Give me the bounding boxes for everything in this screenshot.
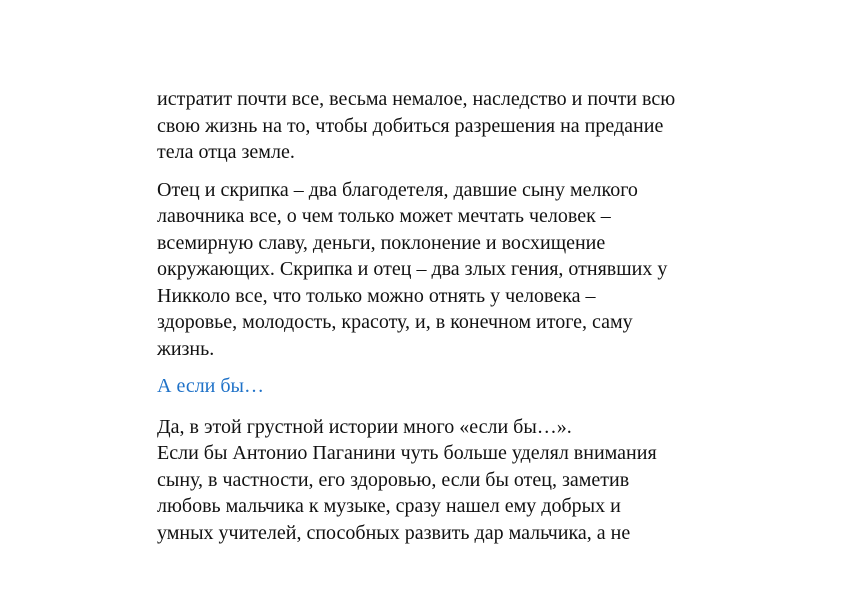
- text-line: умных учителей, способных развить дар мальчика, а не: [157, 521, 631, 544]
- text-line: окружающих. Скрипка и отец – два злых гения, отнявших у: [157, 258, 668, 280]
- paragraph-spacer: [157, 400, 747, 414]
- text-line: истратит почти все, весьма немалое, наследство и почти всю: [157, 88, 676, 110]
- text-line: Никколо все, что только можно отнять у человека –: [157, 284, 596, 307]
- text-line: тела отца земле.: [157, 141, 295, 163]
- paragraph-spacer: [157, 166, 747, 177]
- text-line: Если бы Антонио Паганини чуть больше уделял внимания: [157, 442, 657, 464]
- text-line: сыну, в частности, его здоровью, если бы отец, заметив: [157, 468, 630, 491]
- paragraph-inheritance: [157, 86, 747, 166]
- document-body: [157, 86, 747, 546]
- text-line: свою жизнь на то, чтобы добиться разрешения на предание: [157, 114, 664, 137]
- text-line: Да, в этой грустной истории много «если бы…».: [157, 415, 572, 438]
- section-heading-text: А если бы…: [157, 375, 264, 397]
- paragraph-father-and-violin: [157, 177, 747, 363]
- text-line: здоровье, молодость, красоту, и, в конечном итоге, саму: [157, 311, 633, 333]
- paragraph-if-only: [157, 414, 747, 547]
- text-line: всемирную славу, деньги, поклонение и восхищение: [157, 231, 606, 254]
- text-line: любовь мальчика к музыке, сразу нашел ему добрых и: [157, 495, 621, 517]
- text-line: жизнь.: [157, 337, 215, 360]
- text-line: Отец и скрипка – два благодетеля, давшие сыну мелкого: [157, 178, 638, 201]
- paragraph-spacer: [157, 362, 747, 373]
- section-heading: [157, 373, 747, 400]
- text-line: лавочника все, о чем только может мечтать человек –: [157, 205, 611, 227]
